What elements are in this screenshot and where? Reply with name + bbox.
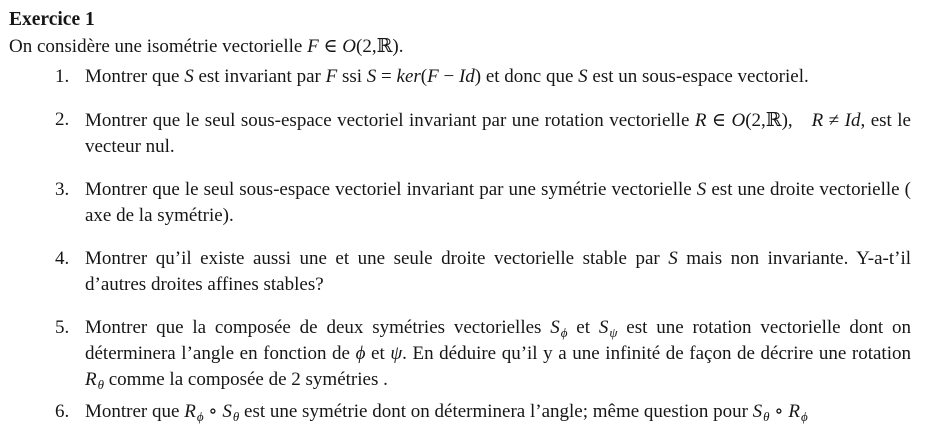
item-text: Montrer que S est invariant par F ssi S = ker(F − Id) et donc que S est un sous-espace vectoriel. xyxy=(85,66,809,87)
intro-paragraph: On considère une isométrie vectorielle F ∈ O(2,ℝ). xyxy=(9,35,404,57)
item-number: 4. xyxy=(55,248,70,269)
item-text: Montrer qu’il existe aussi une et une seule droite vectorielle stable par S mais non invariante. Y-a-t’il d’autres droites affines stables? xyxy=(85,248,911,295)
item-number: 2. xyxy=(55,109,70,130)
question-item-4 xyxy=(9,246,911,298)
question-item-2 xyxy=(9,107,911,160)
question-item-3 xyxy=(9,177,911,229)
item-number: 1. xyxy=(55,66,70,87)
item-text: Montrer que le seul sous-espace vectoriel invariant par une rotation vectorielle R ∈ O(2,ℝ), R ≠ Id, est le vecteur nul. xyxy=(85,109,911,157)
question-item-6 xyxy=(9,399,911,425)
item-number: 3. xyxy=(55,179,70,200)
item-text: Montrer que $R_\phi$ ∘ $S_\theta$ est une symétrie dont on déterminera l’angle; même question pour $S_\theta$ ∘ $R_\phi$ xyxy=(85,401,808,424)
item-number: 6. xyxy=(55,401,70,422)
question-list xyxy=(9,64,911,425)
item-text: Montrer que le seul sous-espace vectoriel invariant par une symétrie vectorielle S est une droite vectorielle ( axe de la symétrie). xyxy=(85,179,911,226)
item-text: Montrer que la composée de deux symétries vectorielles $S_\phi$ et $S_\psi$ est une rotation vectorielle dont on déterminera l’angle en fonction de ϕ et ψ. En déduire qu’il y a une infinité de façon de décrire une rotation $R_\theta$ comme la composée de 2 symétries . xyxy=(85,317,911,392)
exercise-title: Exercice 1 xyxy=(9,9,95,30)
item-number: 5. xyxy=(55,317,70,338)
question-item-5 xyxy=(9,315,911,393)
question-item-1 xyxy=(9,64,911,90)
